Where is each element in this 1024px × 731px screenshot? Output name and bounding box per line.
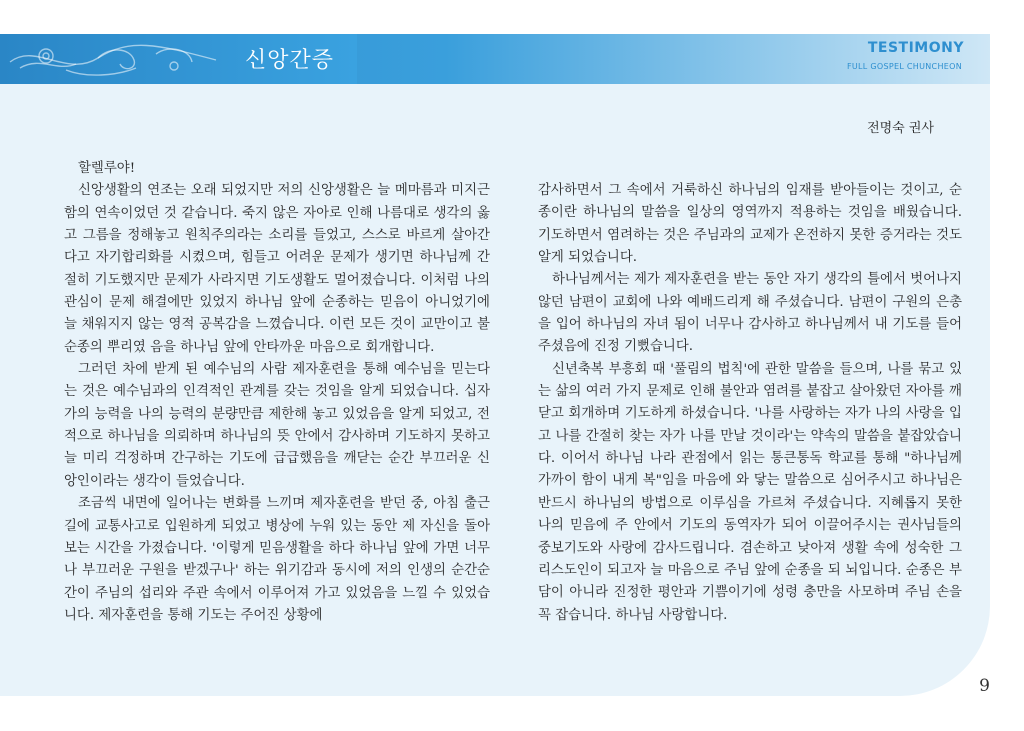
paragraph: 신년축복 부흥회 때 '풀림의 법칙'에 관한 말씀을 들으며, 나를 묶고 있는 삶의 여러 가지 문제로 인해 불안과 염려를 붙잡고 살아왔던 자아를 깨닫고 회개하며 기도하게 하셨습니다. '나를 사랑하는 자가 나의 사랑을 입고 나를 간절히 찾는 자가 나를 만날 것이라'는 약속의 말씀을 붙잡았습니다. 이어서 하나님 나라 관점에서 읽는 통큰통독 학교를 통해 "하나님께 가까이 함이 내게 복"임을 마음에 와 닿는 말씀으로 심어주시고 하나님은 반드시 하나님의 방법으로 이루심을 가르쳐 주셨습니다. 지혜롭지 못한 나의 믿음에 주 안에서 기도의 동역자가 되어 이끌어주시는 권사님들의 중보기도와 사랑에 감사드립니다. 겸손하고 낮아져 생활 속에 성숙한 그리스도인이 되고자 늘 마음으로 주님 앞에 순종을 되 뇌입니다. 순종은 부담이 아니라 진정한 평안과 기쁨이기에 성령 충만을 사모하며 주님 손을 꼭 잡습니다. 하나님 사랑합니다. xyxy=(538,361,962,623)
paragraph: 감사하면서 그 속에서 거룩하신 하나님의 임재를 받아들이는 것이고, 순종이란 하나님의 말씀을 일상의 영역까지 적용하는 것임을 배웠습니다. 기도하면서 염려하는 것은 주님과의 교제가 온전하지 못한 증거라는 것도 알게 되었습니다. xyxy=(538,183,962,266)
church-name: FULL GOSPEL CHUNCHEON xyxy=(846,62,962,71)
section-title: 신앙간증 xyxy=(245,48,335,73)
author-name: 전명숙 권사 xyxy=(867,121,934,136)
left-text-column xyxy=(64,158,490,627)
page-number: 9 xyxy=(979,676,990,696)
paragraph: 그러던 차에 받게 된 예수님의 사람 제자훈련을 통해 예수님을 믿는다는 것은 예수님과의 인격적인 관계를 갖는 것임을 알게 되었습니다. 십자가의 능력을 나의 능력의 분량만큼 제한해 놓고 있었음을 알게 되었고, 전적으로 하나님을 의뢰하며 하나님의 뜻 안에서 감사하며 기도하지 못하고 늘 미리 걱정하며 간구하는 기도에 급급했음을 깨닫는 순간 부끄러운 신앙인이라는 생각이 들었습니다. xyxy=(64,362,490,489)
category-label: TESTIMONY xyxy=(867,40,964,56)
paragraph: 신앙생활의 연조는 오래 되었지만 저의 신앙생활은 늘 메마름과 미지근함의 연속이었던 것 같습니다. 죽지 않은 자아로 인해 나름대로 생각의 옳고 그름을 정해놓고 원칙주의라는 소리를 들었고, 스스로 바르게 살아간다고 자기합리화를 시켰으며, 힘들고 어려운 문제가 생기면 하나님께 간절히 기도했지만 문제가 사라지면 기도생활도 멀어졌습니다. 이처럼 나의 관심이 문제 해결에만 있었지 하나님 앞에 순종하는 믿음이 아니었기에 늘 채워지지 않는 영적 공복감을 느꼈습니다. 이런 모든 것이 교만이고 불순종의 뿌리였 음을 하나님 앞에 안타까운 마음으로 회개합니다. xyxy=(64,183,490,355)
right-text-column xyxy=(538,180,962,627)
paragraph: 하나님께서는 제가 제자훈련을 받는 동안 자기 생각의 틀에서 벗어나지 않던 남편이 교회에 나와 예배드리게 해 주셨습니다. 남편이 구원의 은총을 입어 하나님의 자녀 됨이 너무나 감사하고 하나님께서 내 기도를 들어주셨음에 진정 기뻤습니다. xyxy=(538,272,962,355)
paragraph: 할렐루야! xyxy=(78,161,136,176)
paragraph: 조금씩 내면에 일어나는 변화를 느끼며 제자훈련을 받던 중, 아침 출근길에 교통사고로 입원하게 되었고 병상에 누워 있는 동안 제 자신을 돌아보는 시간을 가졌습니다. '이렇게 믿음생활을 하다 하나님 앞에 가면 너무나 부끄러운 구원을 받겠구나' 하는 위기감과 동시에 저의 인생의 순간순간이 주님의 섭리와 주관 속에서 이루어져 가고 있었음을 느낄 수 있었습니다. 제자훈련을 통해 기도는 주어진 상황에 xyxy=(64,496,490,623)
swirl-ornament-icon xyxy=(6,38,221,80)
